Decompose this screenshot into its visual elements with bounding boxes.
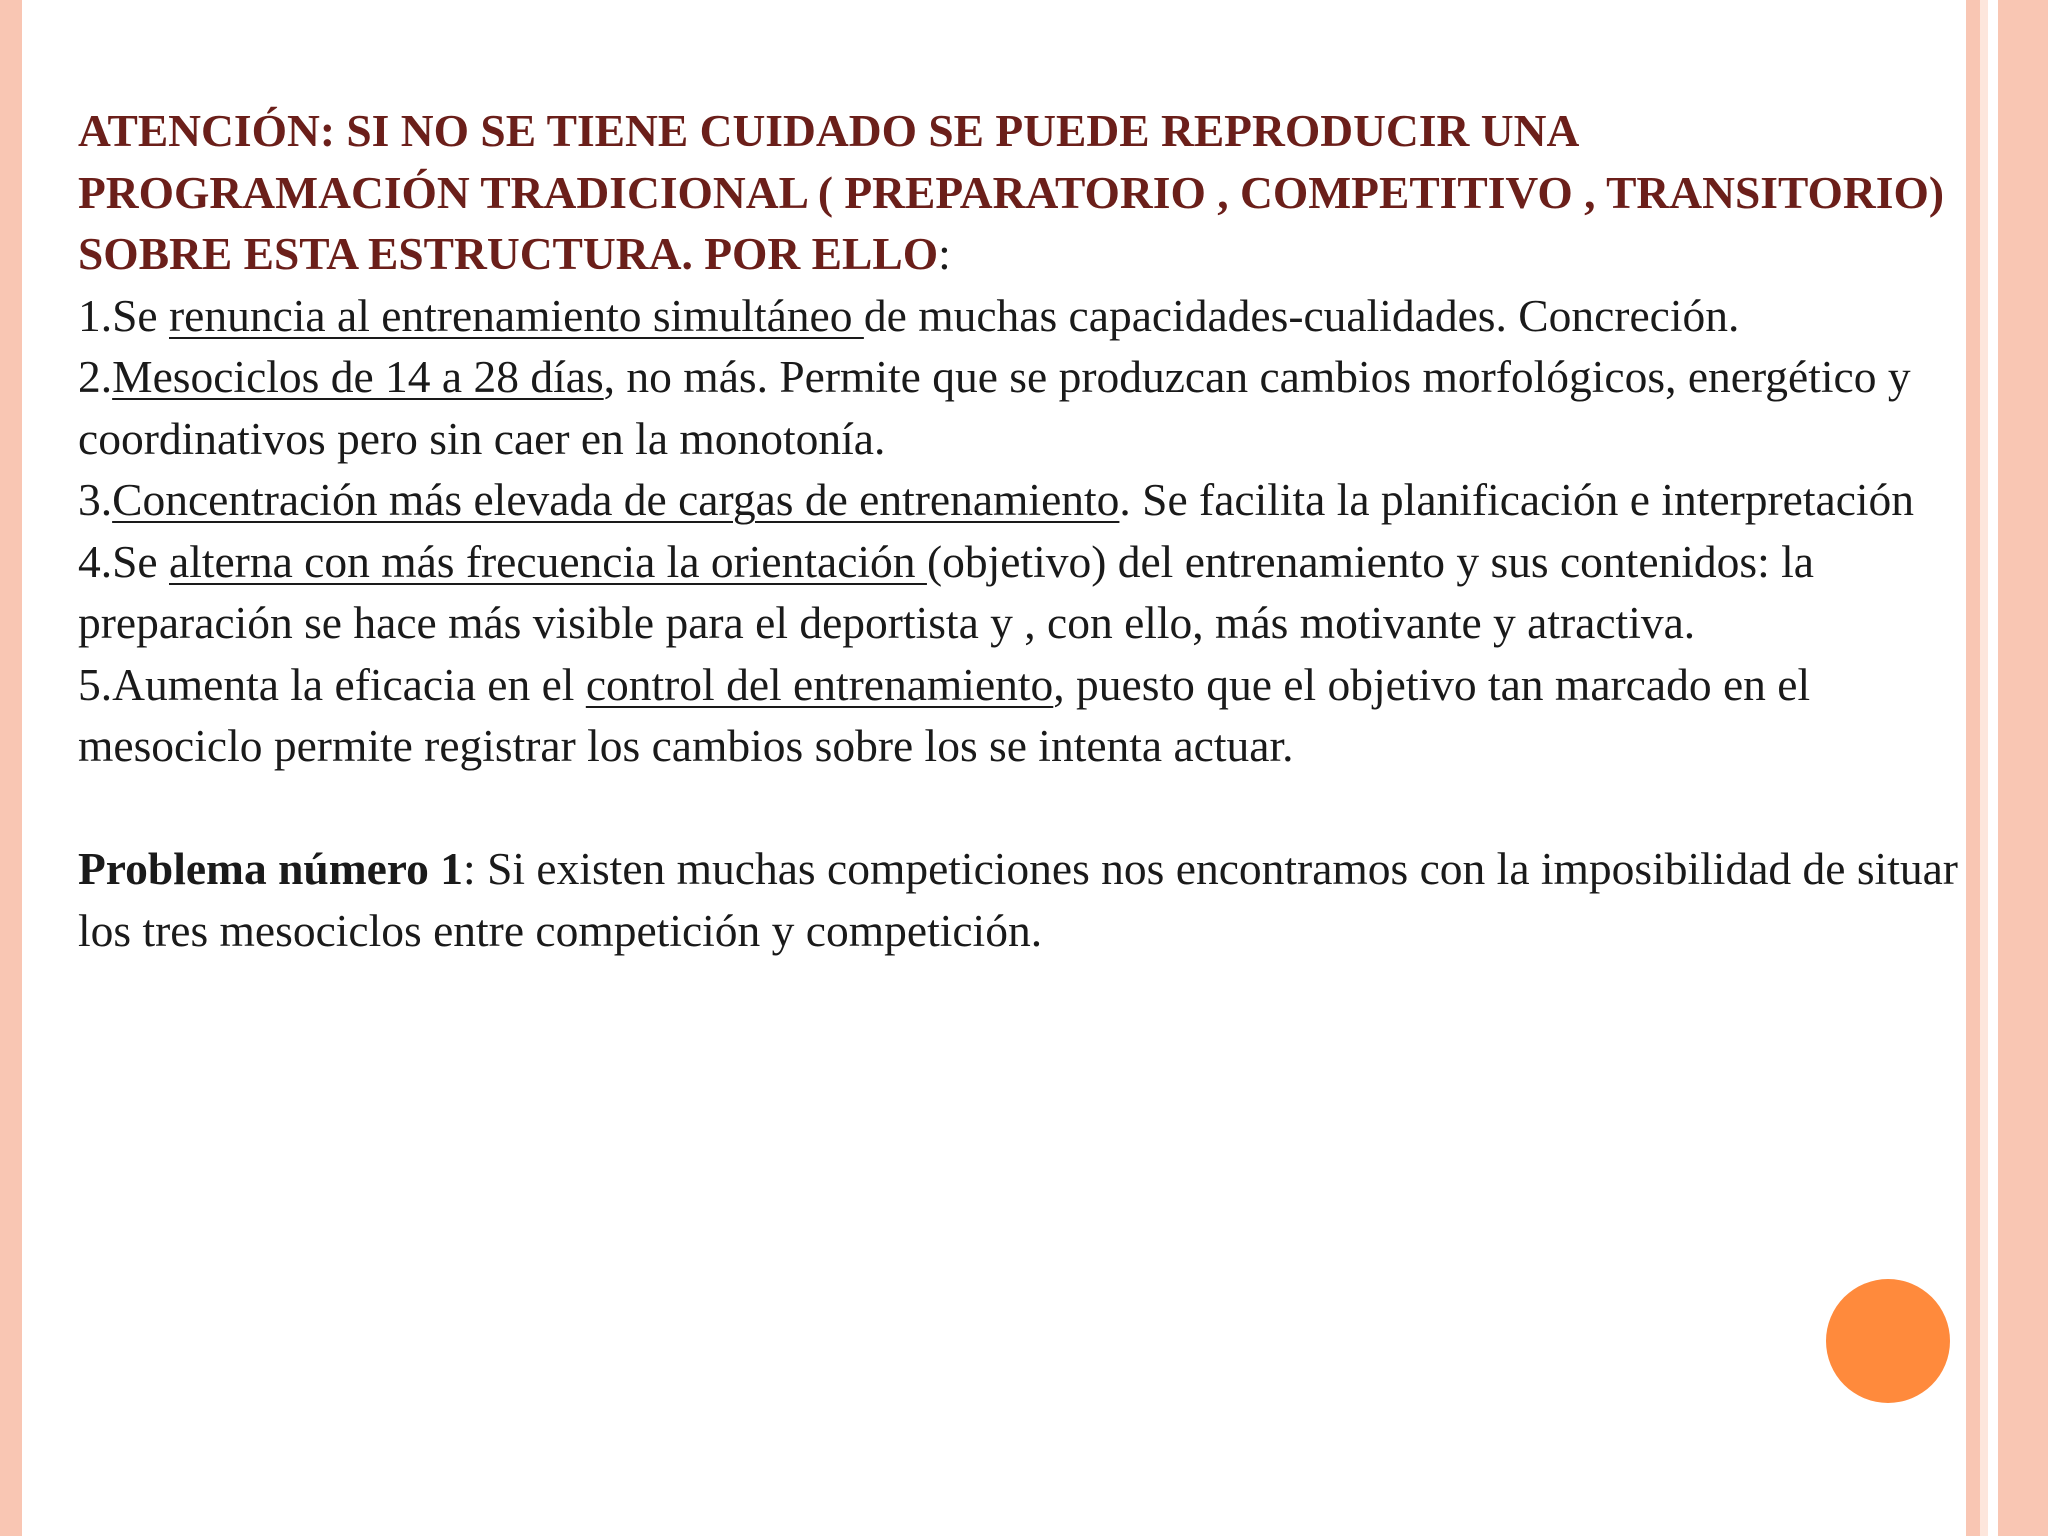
list-item: 1.Se renuncia al entrenamiento simultáneo de muchas capacidades-cualidades. Concreción. — [78, 289, 1740, 341]
underlined-phrase: Mesociclos de 14 a 28 días — [112, 351, 604, 402]
underlined-phrase: renuncia al entrenamiento simultáneo — [169, 289, 864, 341]
underlined-phrase: Concentración más elevada de cargas de entrenamiento — [112, 474, 1120, 525]
problem-statement — [78, 838, 1968, 961]
underlined-phrase: alterna con más frecuencia la orientación — [169, 535, 927, 587]
slide-content — [78, 100, 1968, 961]
right-border-stripe-outer — [1998, 0, 2048, 1536]
underlined-phrase: control del entrenamiento — [585, 658, 1054, 710]
heading-colon: : — [938, 228, 951, 279]
slide-heading — [78, 100, 1968, 285]
heading-text: ATENCIÓN: SI NO SE TIENE CUIDADO SE PUEDE REPRODUCIR UNA PROGRAMACIÓN TRADICIONAL ( PREPARATORIO , COMPETITIVO , TRANSITORIO) SOBRE ESTA ESTRUCTURA. POR ELLO — [78, 105, 1945, 279]
list-item: 3.Concentración más elevada de cargas de entrenamiento. Se facilita la planificación e interpretación — [78, 474, 1915, 525]
right-border-gap — [1988, 0, 1998, 1536]
left-border-stripe — [0, 0, 22, 1536]
list-item: 4.Se alterna con más frecuencia la orientación (objetivo) del entrenamiento y sus contenidos: la preparación se hace más visible para el deportista y , con ello, más motivante y atractiva. — [78, 535, 1814, 648]
right-border-stripe-light — [1980, 0, 1988, 1536]
problem-text: : Si existen muchas competiciones nos encontramos con la imposibilidad de situar los tres mesociclos entre competición y competición. — [78, 843, 1958, 956]
orange-circle-decoration — [1826, 1279, 1950, 1403]
list-item: 2.Mesociclos de 14 a 28 días, no más. Permite que se produzcan cambios morfológicos, energético y coordinativos pero sin caer en la monotonía. — [78, 351, 1911, 464]
spacer — [78, 777, 1968, 839]
problem-label: Problema número 1 — [78, 843, 464, 894]
right-border-stripe — [1966, 0, 1980, 1536]
list-item: 5.Aumenta la eficacia en el control del entrenamiento, puesto que el objetivo tan marcado en el mesociclo permite registrar los cambios sobre los se intenta actuar. — [78, 658, 1811, 771]
